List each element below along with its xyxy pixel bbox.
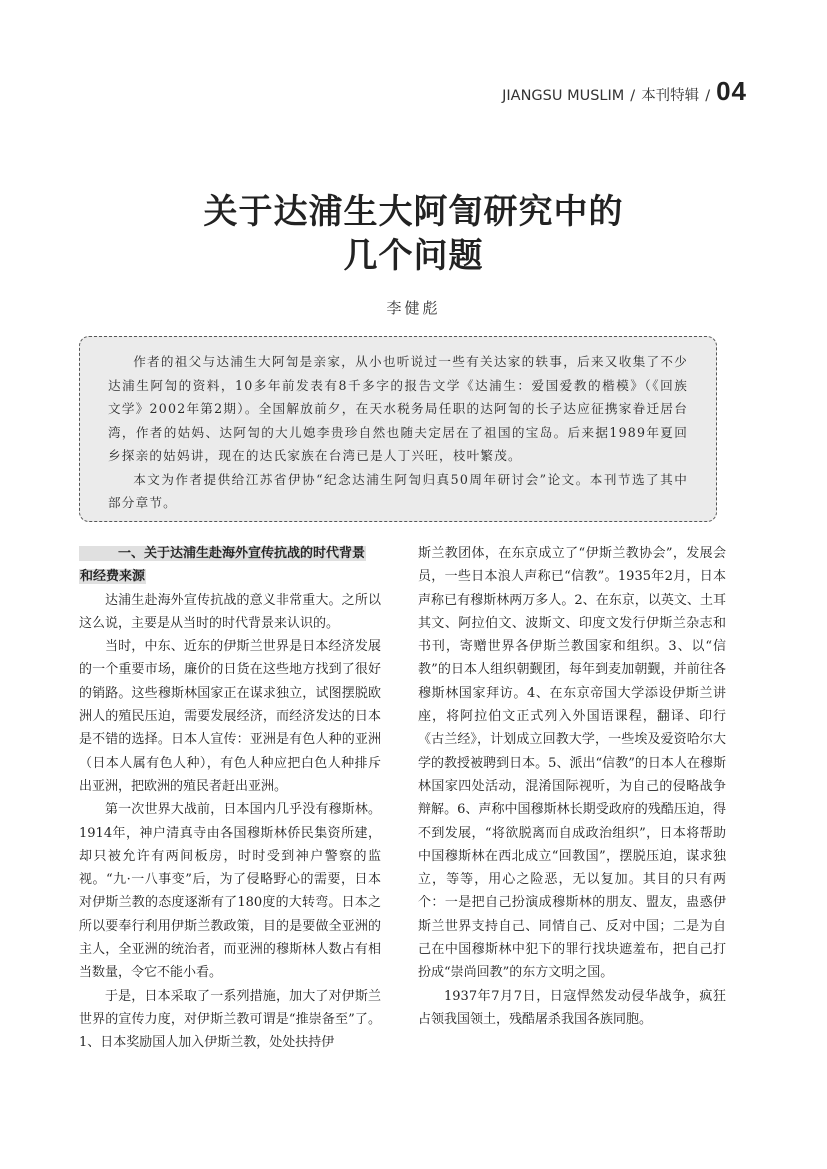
header-separator: / [630, 88, 636, 104]
page-number: 04 [716, 76, 747, 106]
body-paragraph: 1937年7月7日，日寇悍然发动侵华战争，疯狂占领我国领土，残酷屠杀我国各族同胞。 [418, 988, 726, 1027]
abstract-paragraph-2: 本文为作者提供给江苏省伊协“纪念达浦生阿訇归真50周年研讨会”论文。本刊节选了其中部分章节。 [108, 471, 688, 510]
abstract-paragraph-1: 作者的祖父与达浦生大阿訇是亲家，从小也听说过一些有关达家的轶事，后来又收集了不少达浦生阿訇的资料，10多年前发表有8千多字的报告文学《达浦生：爱国爱教的楷模》（《回族文学》2002年第2期）。全国解放前夕，在天水税务局任职的达阿訇的长子达应征携家眷迁居台湾，作者的姑妈、达阿訇的大儿媳李贵珍自然也随夫定居在了祖国的宝岛。后来据1989年夏回乡探亲的姑妈讲，现在的达氏家族在台湾已是人丁兴旺，枝叶繁茂。 [108, 354, 688, 463]
left-column [79, 542, 381, 1055]
author-name: 李健彪 [386, 299, 441, 317]
journal-name: JIANGSU MUSLIM [502, 88, 625, 104]
header-separator: / [705, 88, 711, 104]
section-heading-line-1: 一、关于达浦生赴海外宣传抗战的时代背景 [79, 546, 366, 561]
body-paragraph: 当时，中东、近东的伊斯兰世界是日本经济发展的一个重要市场，廉价的日货在这些地方找到了很好的销路。这些穆斯林国家正在谋求独立，试图摆脱欧洲人的殖民压迫，需要发展经济，而经济发达的日本是不错的选择。日本人宣传：亚洲是有色人种的亚洲（日本人属有色人种），有色人种应把白色人种排斥出亚洲，把欧洲的殖民者赶出亚洲。 [79, 639, 381, 794]
right-column [418, 542, 726, 1031]
column-name: 本刊特辑 [641, 88, 700, 104]
section-heading [79, 542, 381, 589]
body-paragraph: 斯兰教团体，在东京成立了“伊斯兰教协会”，发展会员，一些日本浪人声称已“信教”。1935年2月，日本声称已有穆斯林两万多人。2、在东京，以英文、土耳其文、阿拉伯文、波斯文、印度文发行伊斯兰杂志和书刊，寄赠世界各伊斯兰教国家和组织。3、以“信教”的日本人组织朝觐团，每年到麦加朝觐，并前往各穆斯林国家拜访。4、在东京帝国大学添设伊斯兰讲座，将阿拉伯文正式列入外国语课程，翻译、印行《古兰经》，计划成立回教大学，一些埃及爱资哈尔大学的教授被聘到日本。5、派出“信教”的日本人在穆斯林国家四处活动，混淆国际视听，为自己的侵略战争辩解。6、声称中国穆斯林长期受政府的残酷压迫，得不到发展，“将欲脱离而自成政治组织”，日本将帮助中国穆斯林在西北成立“回教国”，摆脱压迫，谋求独立，等等，用心之险恶，无以复加。其目的只有两个：一是把自己扮演成穆斯林的朋友、盟友，蛊惑伊斯兰世界支持自己、同情自己、反对中国；二是为自己在中国穆斯林中犯下的罪行找块遮羞布，把自己打扮成“崇尚回教”的东方文明之国。 [418, 546, 726, 981]
running-header [502, 76, 747, 107]
abstract-box [79, 336, 717, 522]
title-line-1: 关于达浦生大阿訇研究中的 [203, 192, 624, 232]
title-line-2: 几个问题 [343, 236, 484, 276]
section-heading-line-2: 和经费来源 [80, 569, 146, 585]
body-paragraph: 达浦生赴海外宣传抗战的意义非常重大。之所以这么说，主要是从当时的时代背景来认识的。 [79, 592, 381, 631]
body-paragraph: 第一次世界大战前，日本国内几乎没有穆斯林。1914年，神户清真寺由各国穆斯林侨民集资所建，却只被允许有两间板房，时时受到神户警察的监视。“九·一八事变”后，为了侵略野心的需要，日本对伊斯兰教的态度逐渐有了180度的大转弯。日本之所以要奉行利用伊斯兰教政策，目的是要做全亚洲的主人，全亚洲的统治者，而亚洲的穆斯林人数占有相当数量，令它不能小看。 [79, 802, 381, 981]
body-paragraph: 于是，日本采取了一系列措施，加大了对伊斯兰世界的宣传力度，对伊斯兰教可谓是“推崇备至”了。1、日本奖励国人加入伊斯兰教，处处扶持伊 [79, 988, 381, 1051]
article-title [0, 190, 827, 278]
